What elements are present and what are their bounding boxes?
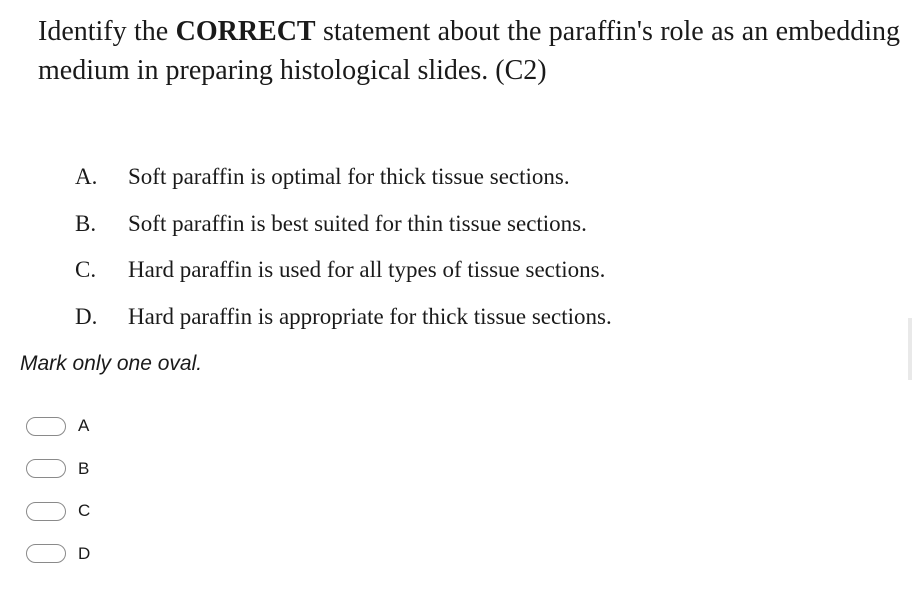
choice-text: Hard paraffin is used for all types of tissue sections. (128, 257, 606, 283)
choice-text: Soft paraffin is best suited for thin tissue sections. (128, 210, 587, 236)
option-label[interactable]: A (78, 416, 90, 436)
choice-text: Soft paraffin is optimal for thick tissue sections. (128, 164, 570, 190)
instruction-text: Mark only one oval. (20, 352, 203, 375)
option-label[interactable]: D (78, 543, 91, 563)
choice-b (75, 201, 612, 248)
question-text-start: Identify the (38, 16, 176, 47)
option-b[interactable] (26, 448, 90, 491)
option-d[interactable] (26, 533, 90, 576)
option-label[interactable]: C (78, 501, 91, 521)
answer-choices-list (75, 154, 612, 340)
radio-oval[interactable] (26, 417, 66, 436)
scrollbar-edge (908, 318, 912, 380)
option-label[interactable]: B (78, 458, 90, 478)
radio-options-list (26, 405, 90, 575)
radio-oval[interactable] (26, 459, 66, 478)
question-text (38, 12, 900, 90)
question-emphasis: CORRECT (175, 16, 316, 47)
option-a[interactable] (26, 405, 90, 448)
choice-letter: D. (75, 304, 98, 330)
choice-a (75, 154, 612, 201)
choice-c (75, 247, 612, 294)
radio-oval[interactable] (26, 502, 66, 521)
choice-letter: A. (75, 164, 98, 190)
question-text-end: statement about the paraffin's role as an embedding medium in preparing histological slides. (C2) (38, 16, 901, 86)
choice-letter: B. (75, 210, 97, 236)
option-c[interactable] (26, 490, 90, 533)
choice-d (75, 294, 612, 341)
choice-text: Hard paraffin is appropriate for thick tissue sections. (128, 304, 612, 330)
radio-oval[interactable] (26, 544, 66, 563)
choice-letter: C. (75, 257, 97, 283)
